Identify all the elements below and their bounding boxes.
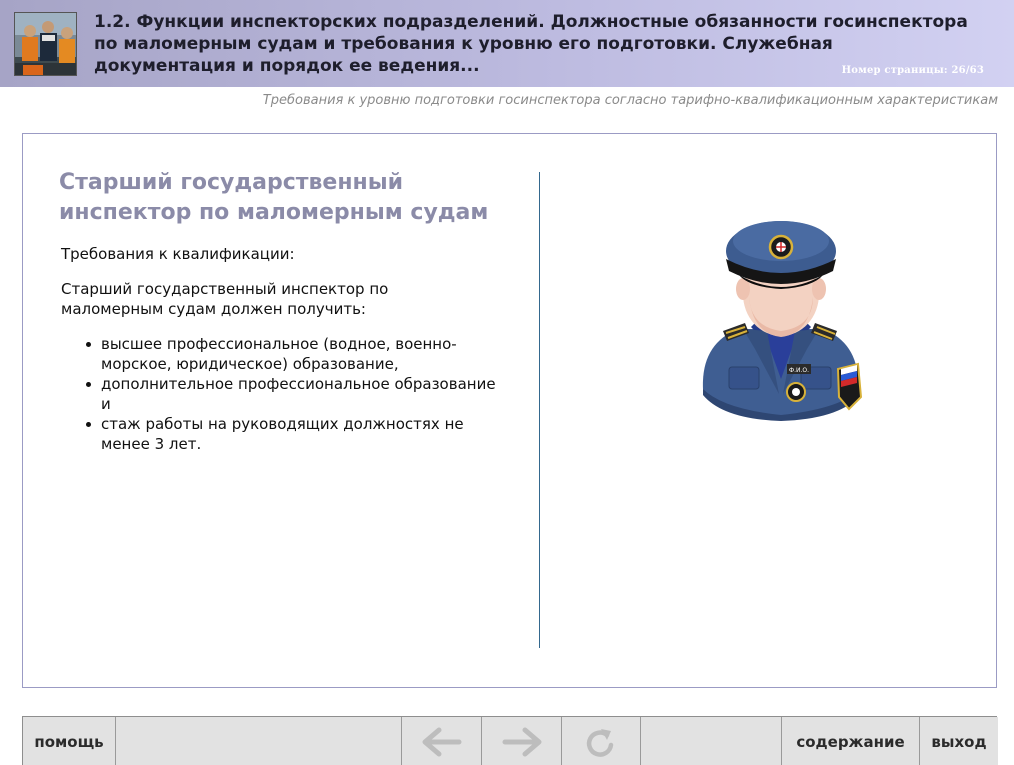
page-counter (842, 65, 984, 76)
header (0, 0, 1014, 87)
qualification-intro: Старший государственный инспектор по маломерным судам должен получить: (61, 280, 389, 318)
page-counter-label: Номер страницы: (841, 65, 948, 76)
help-button[interactable]: помощь (23, 717, 116, 765)
list-item: высшее профессиональное (водное, военно-морское, юридическое) образование, (101, 334, 501, 374)
reload-icon (585, 725, 617, 759)
footer-toolbar (22, 716, 997, 765)
exit-button[interactable]: выход (919, 717, 998, 765)
column-divider (539, 172, 540, 648)
contents-button[interactable]: содержание (781, 717, 919, 765)
back-button[interactable] (401, 717, 481, 765)
svg-text:Ф.И.О.: Ф.И.О. (788, 367, 810, 374)
qualification-label: Требования к квалификации: (61, 245, 295, 263)
list-item: стаж работы на руководящих должностях не менее 3 лет. (101, 414, 501, 454)
arrow-right-icon (501, 726, 543, 758)
list-item: дополнительное профессиональное образование и (101, 374, 501, 414)
content-panel (22, 133, 997, 688)
content-heading: Старший государственный инспектор по маломерным судам (59, 170, 489, 225)
arrow-left-icon (421, 726, 463, 758)
page-title: 1.2. Функции инспекторских подразделений. Должностные обязанности госинспектора по маломерным судам и требования к уровню его подготовки. Служебная документация и порядок ее ведения... (94, 12, 968, 76)
requirements-list (101, 334, 501, 454)
forward-button[interactable] (481, 717, 561, 765)
section-subtitle: Требования к уровню подготовки госинспектора согласно тарифно-квалификационным характеристикам (262, 93, 998, 108)
inspector-avatar-icon (693, 219, 868, 424)
rescuers-photo-icon (14, 12, 77, 76)
page-counter-value: 26/63 (951, 65, 984, 76)
text-column (59, 168, 519, 454)
reload-button[interactable] (561, 717, 641, 765)
